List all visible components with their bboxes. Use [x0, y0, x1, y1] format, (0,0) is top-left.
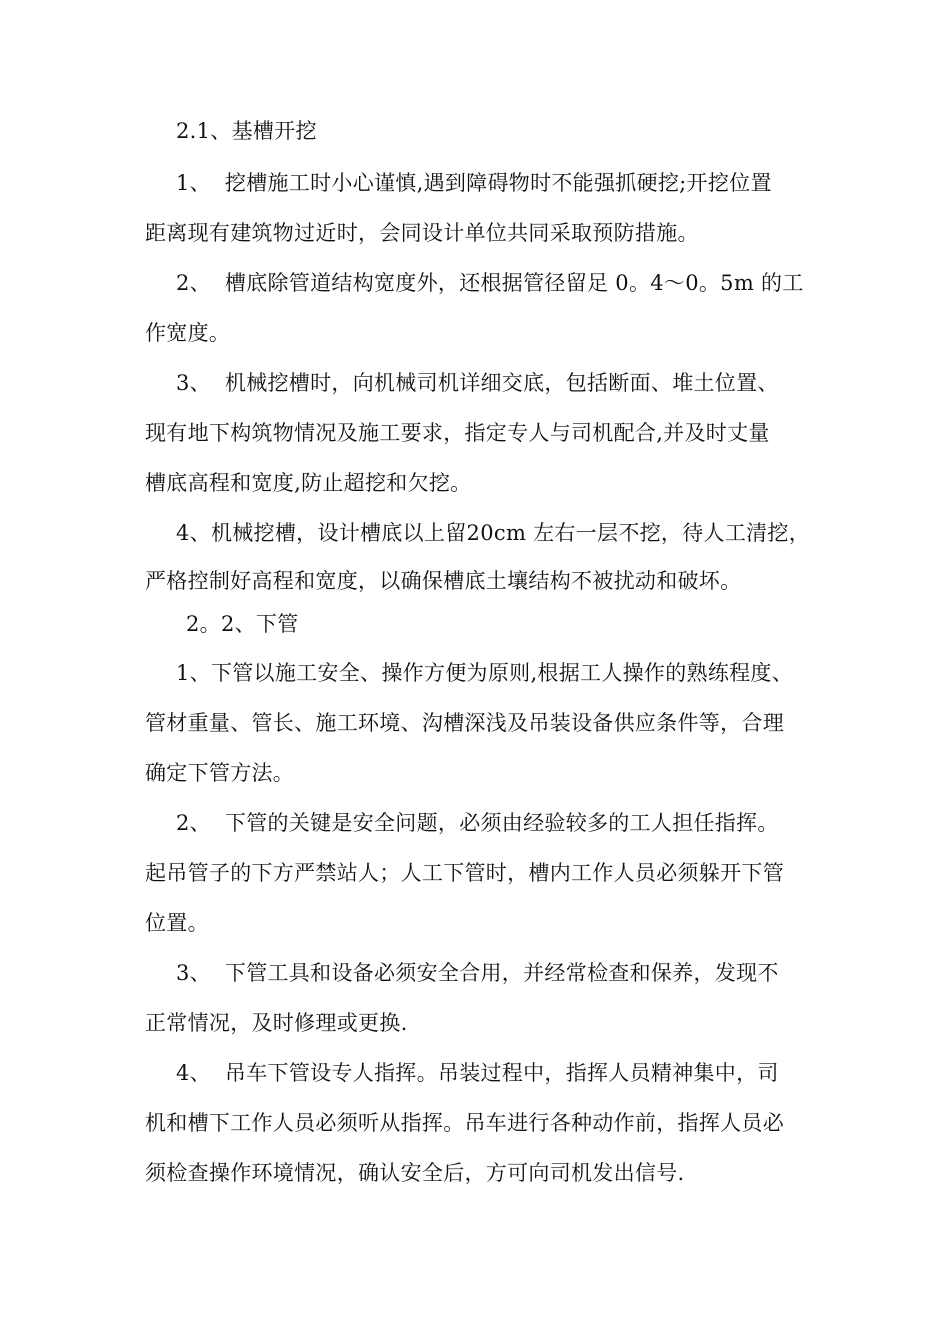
paragraph-line: 1、下管以施工安全、操作方便为原则,根据工人操作的熟练程度、 [176, 661, 794, 685]
paragraph-line: 1、 挖槽施工时小心谨慎,遇到障碍物时不能强抓硬挖;开挖位置 [176, 171, 772, 195]
paragraph-line: 4、 吊车下管设专人指挥。吊装过程中，指挥人员精神集中，司 [176, 1061, 779, 1085]
paragraph-line: 作宽度。 [145, 321, 231, 345]
paragraph-line: 槽底高程和宽度,防止超挖和欠挖。 [145, 471, 472, 495]
paragraph-line: 2、 槽底除管道结构宽度外，还根据管径留足 0。4～0。5m 的工 [176, 271, 804, 295]
paragraph-line: 3、 下管工具和设备必须安全合用，并经常检查和保养，发现不 [176, 961, 779, 985]
paragraph-line: 4、机械挖槽，设计槽底以上留20cm 左右一层不挖，待人工清挖， [176, 521, 811, 545]
paragraph-line: 确定下管方法。 [145, 761, 295, 785]
paragraph-line: 机和槽下工作人员必须听从指挥。吊车进行各种动作前，指挥人员必 [145, 1111, 784, 1135]
paragraph-line: 严格控制好高程和宽度，以确保槽底土壤结构不被扰动和破坏。 [145, 569, 742, 593]
paragraph-line: 现有地下构筑物情况及施工要求，指定专人与司机配合,并及时丈量 [145, 421, 770, 445]
paragraph-line: 2、 下管的关键是安全问题，必须由经验较多的工人担任指挥。 [176, 811, 779, 835]
section-heading-excavation: 2.1、基槽开挖 [176, 119, 317, 143]
paragraph-line: 距离现有建筑物过近时，会同设计单位共同采取预防措施。 [145, 221, 699, 245]
paragraph-line: 位置。 [145, 911, 209, 935]
paragraph-line: 3、 机械挖槽时，向机械司机详细交底，包括断面、堆土位置、 [176, 371, 779, 395]
paragraph-line: 管材重量、管长、施工环境、沟槽深浅及吊装设备供应条件等，合理 [145, 711, 784, 735]
section-heading-pipe-lowering: 2。2、下管 [186, 612, 299, 636]
paragraph-line: 正常情况，及时修理或更换. [145, 1011, 408, 1035]
paragraph-line: 起吊管子的下方严禁站人；人工下管时，槽内工作人员必须躲开下管 [145, 861, 784, 885]
paragraph-line: 须检查操作环境情况，确认安全后，方可向司机发出信号. [145, 1161, 685, 1185]
